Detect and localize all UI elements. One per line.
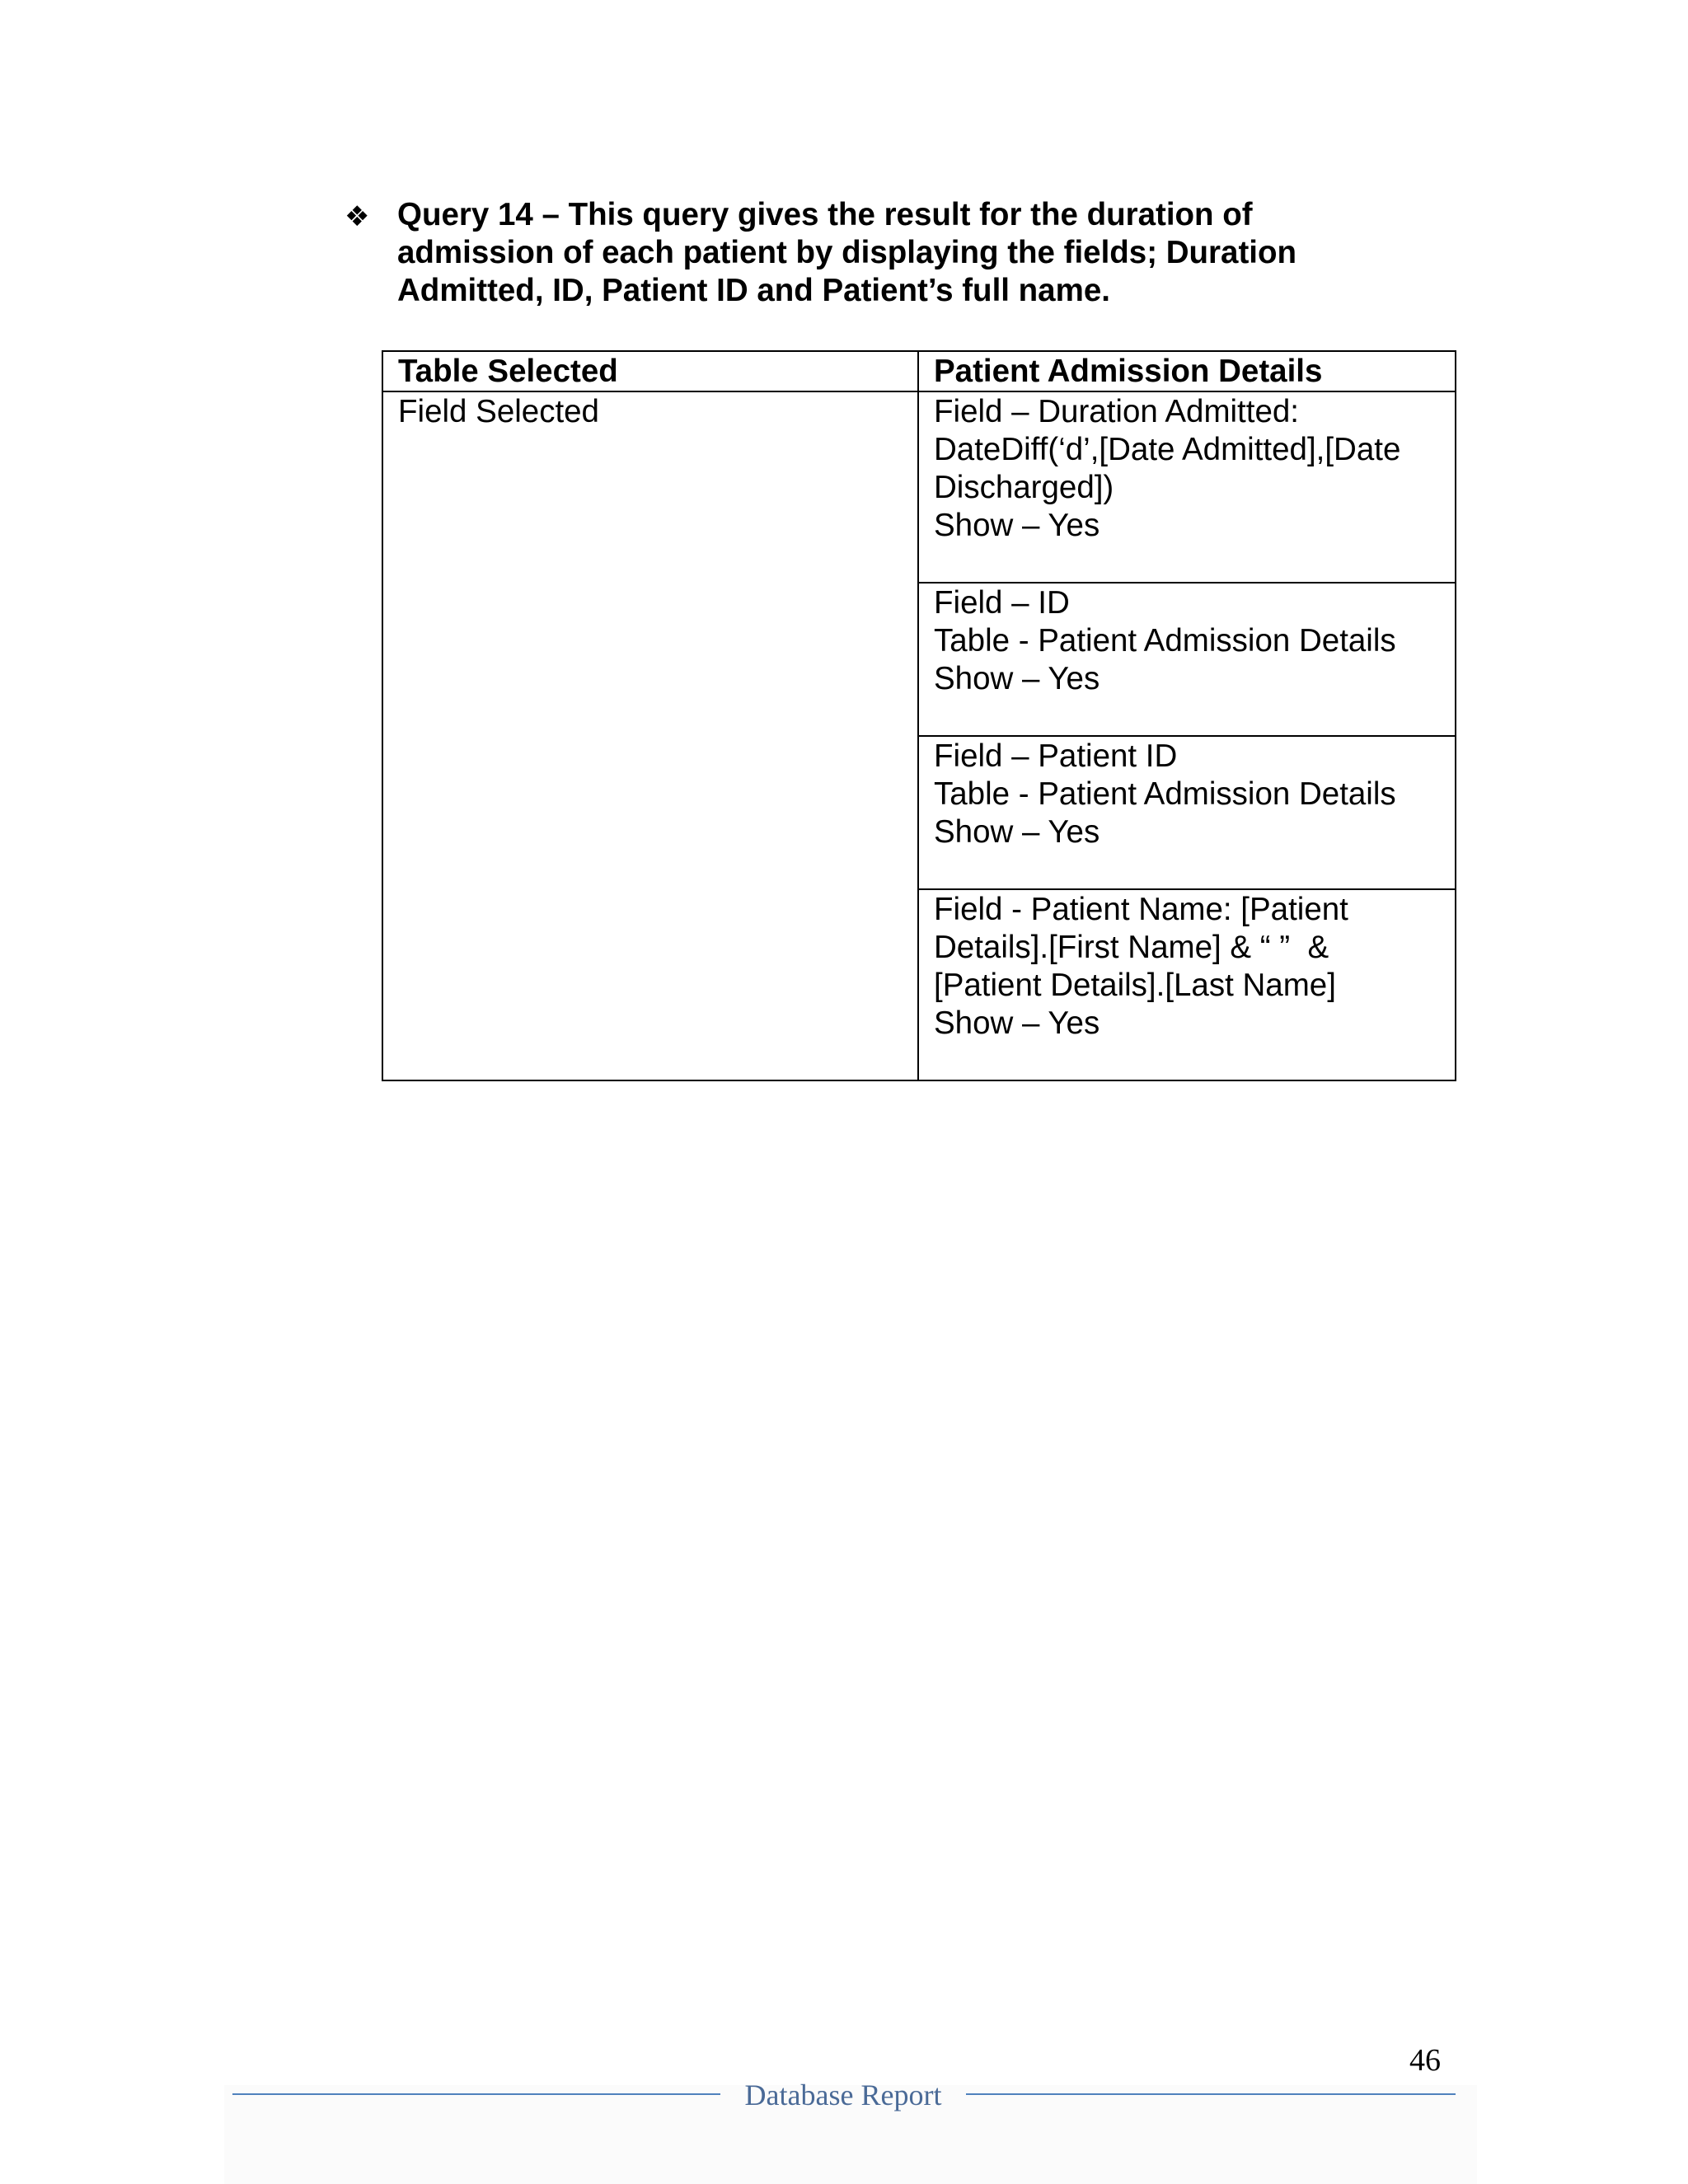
footer-rule-left: [232, 2093, 720, 2095]
page-footer: [232, 2036, 1456, 2184]
cell-line: Details].[First Name] & “ ” &: [934, 930, 1329, 965]
page-number: 46: [1409, 2043, 1441, 2078]
footer-label: Database Report: [744, 2079, 942, 2111]
cell-line: DateDiff(‘d’,[Date Admitted],[Date: [934, 432, 1401, 467]
field-duration-admitted: [918, 391, 1456, 583]
cell-line: Field – ID: [934, 585, 1070, 621]
query-heading-text: [397, 196, 1386, 310]
diamond-bullet-icon: ❖: [345, 200, 370, 233]
cell-line: Show – Yes: [934, 508, 1100, 543]
cell-line: Field – Duration Admitted:: [934, 394, 1299, 429]
table-header-row: [382, 351, 1456, 391]
table-header-left: Table Selected: [382, 351, 918, 391]
footer-rule-right: [966, 2093, 1456, 2095]
heading-line: Admitted, ID, Patient ID and Patient’s full name.: [397, 273, 1110, 308]
cell-line: Table - Patient Admission Details: [934, 623, 1396, 658]
cell-line: Field - Patient Name: [Patient: [934, 892, 1348, 927]
cell-line: Show – Yes: [934, 1005, 1100, 1041]
cell-line: Discharged]): [934, 470, 1114, 505]
field-patient-id: [918, 736, 1456, 889]
cell-line: [Patient Details].[Last Name]: [934, 968, 1336, 1003]
field-patient-name: [918, 889, 1456, 1080]
cell-line: Table - Patient Admission Details: [934, 776, 1396, 812]
cell-line: Show – Yes: [934, 814, 1100, 850]
table-header-right: Patient Admission Details: [918, 351, 1456, 391]
query-design-table: [382, 350, 1456, 1081]
table-row: [382, 391, 1456, 583]
cell-line: Show – Yes: [934, 661, 1100, 696]
cell-line: Field – Patient ID: [934, 738, 1178, 774]
field-id: [918, 583, 1456, 736]
heading-line: admission of each patient by displaying the fields; Duration: [397, 235, 1296, 270]
field-selected-label: Field Selected: [382, 391, 918, 1080]
heading-line: Query 14 – This query gives the result for the duration of: [397, 197, 1253, 232]
